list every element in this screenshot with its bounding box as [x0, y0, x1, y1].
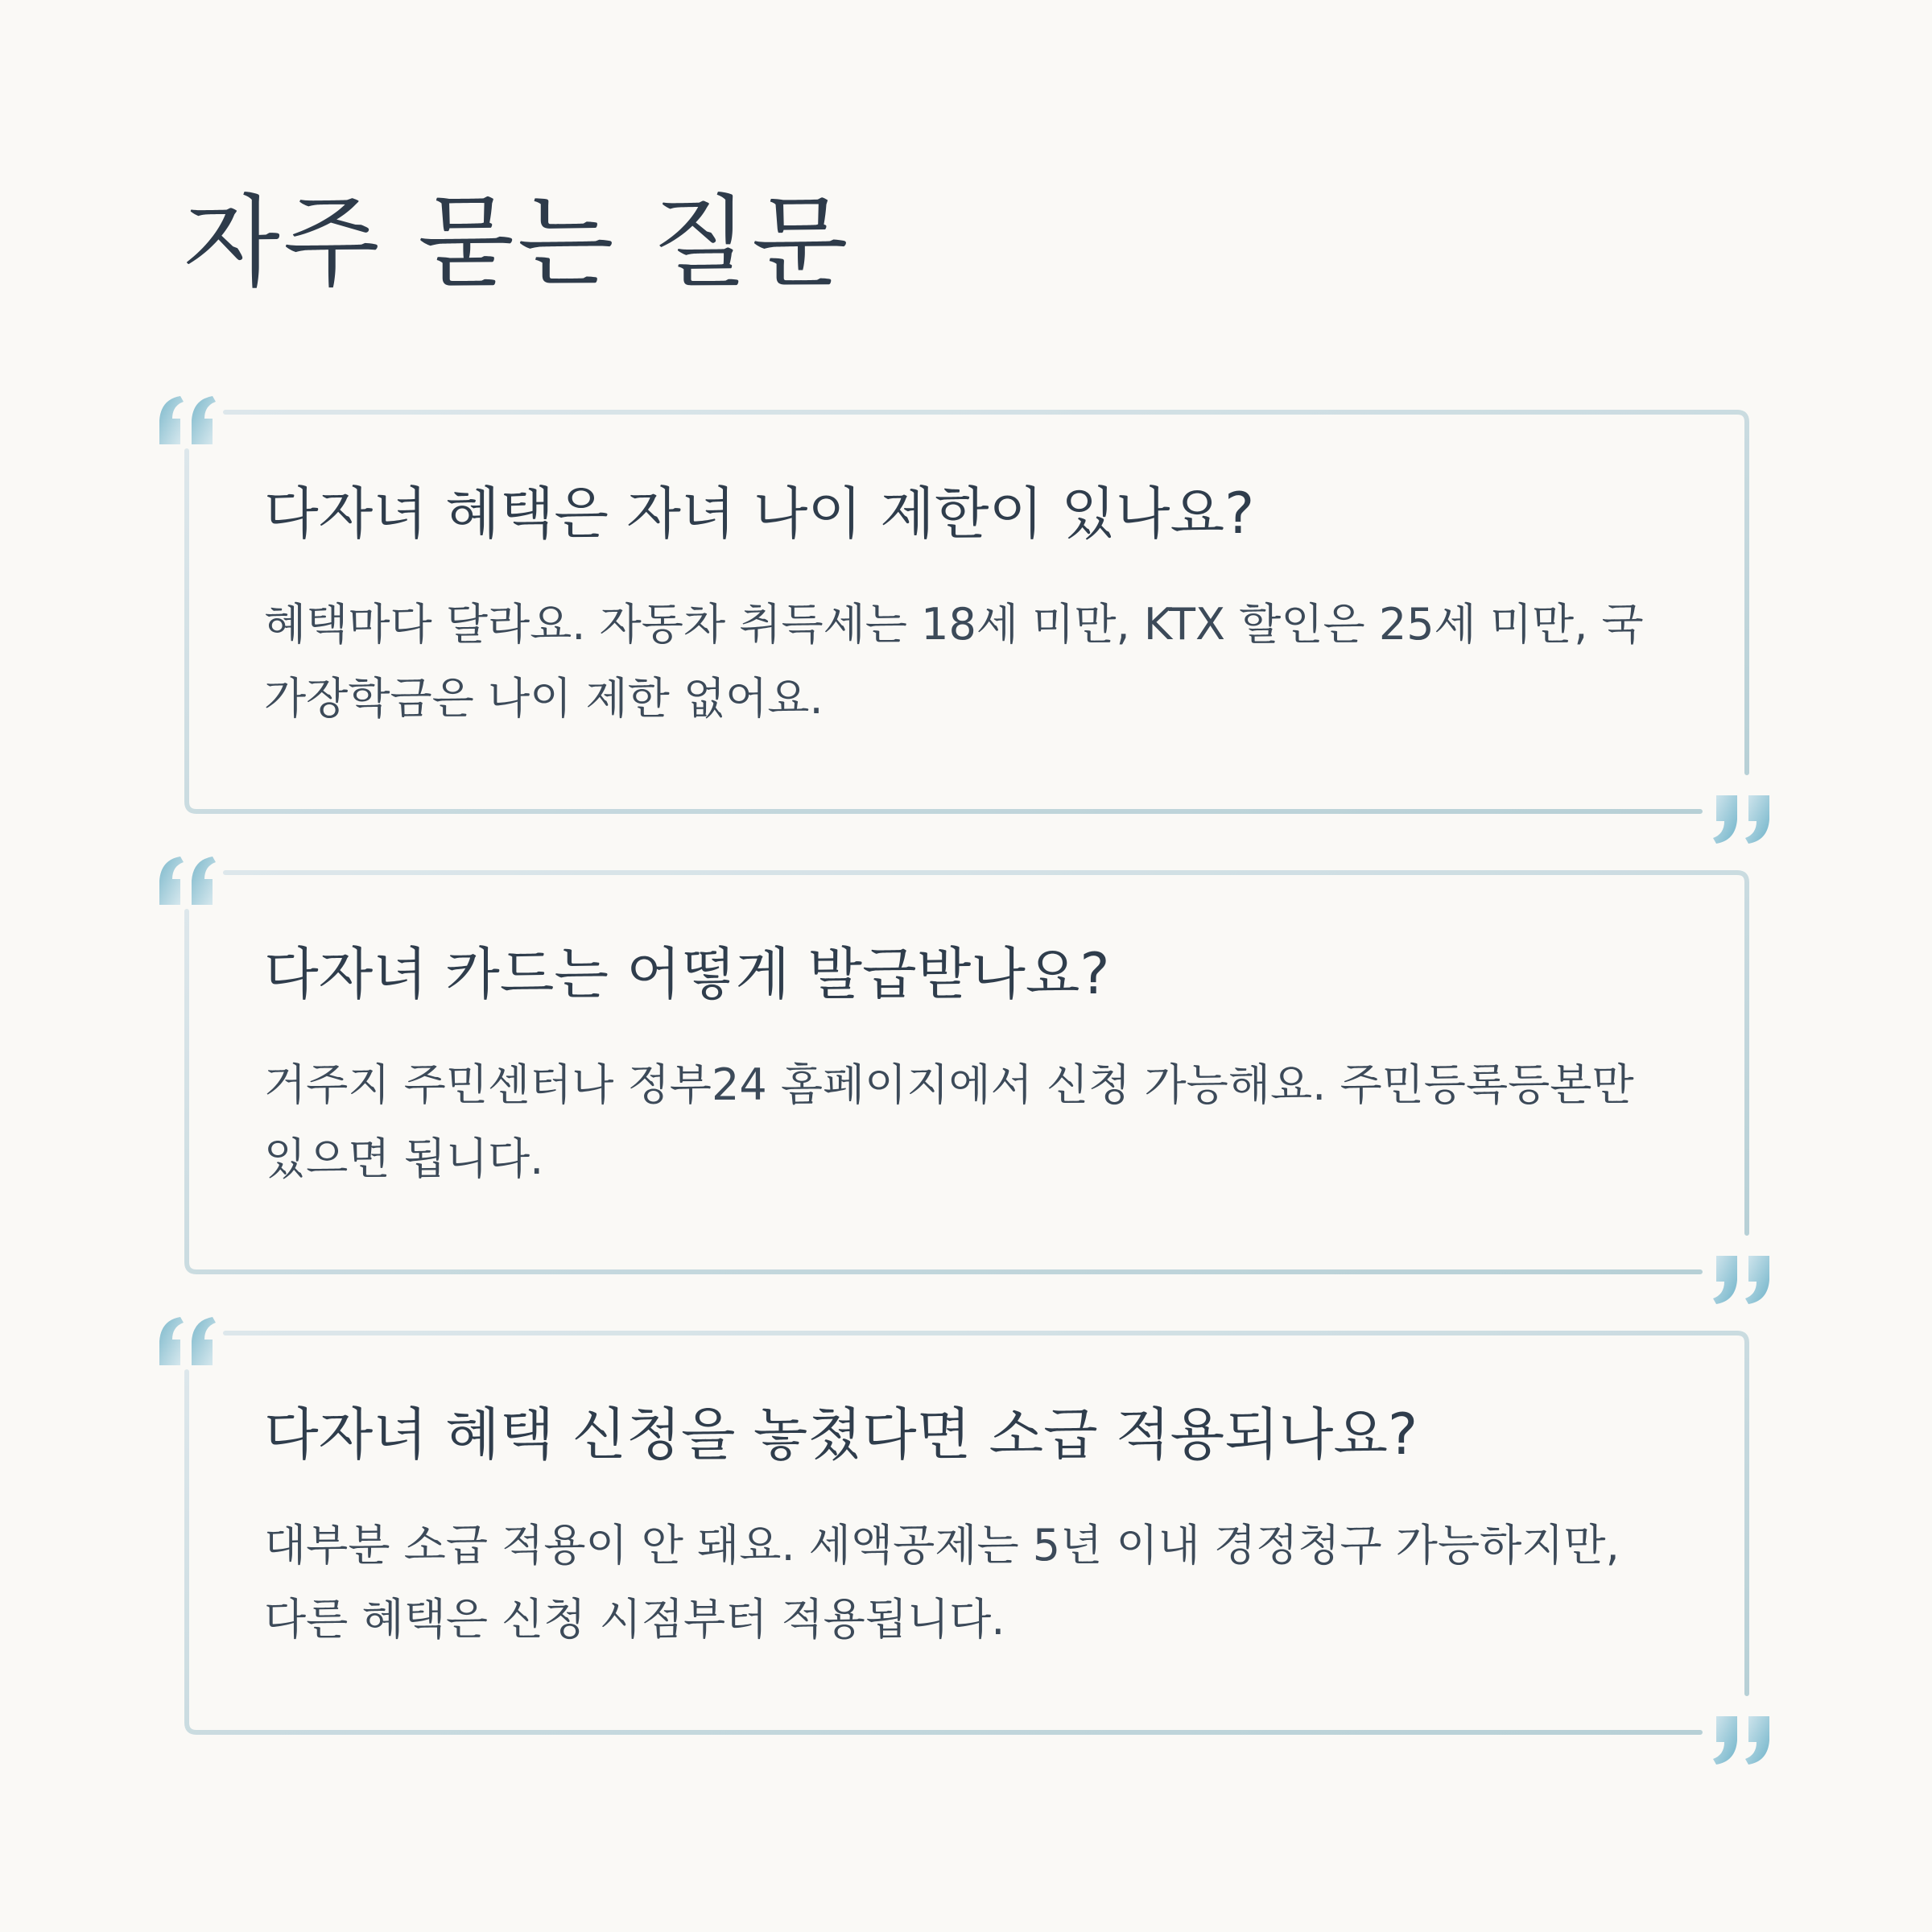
- faq-question: 다자녀 카드는 어떻게 발급받나요?: [264, 941, 1110, 1007]
- faq-card-2: [184, 863, 1747, 1272]
- faq-card-3: [184, 1323, 1747, 1732]
- open-quote-icon: [159, 1317, 216, 1365]
- open-quote-icon: [159, 396, 216, 444]
- faq-answer: 거주지 주민센터나 정부24 홈페이지에서 신청 가능해요. 주민등록등본만 있으면 됩니다.: [264, 1059, 1634, 1184]
- page-title: 자주 묻는 질문: [184, 185, 852, 301]
- faq-card-1: [184, 402, 1747, 811]
- close-quote-icon: [1713, 1716, 1769, 1765]
- close-quote-icon: [1713, 1256, 1769, 1304]
- open-quote-icon: [159, 857, 216, 905]
- faq-question: 다자녀 혜택 신청을 놓쳤다면 소급 적용되나요?: [264, 1402, 1418, 1468]
- faq-answer: 대부분 소급 적용이 안 돼요. 세액공제는 5년 이내 경정청구 가능하지만, 다른 혜택은 신청 시점부터 적용됩니다.: [264, 1520, 1620, 1645]
- faq-answer: 혜택마다 달라요. 자동차 취득세는 18세 미만, KTX 할인은 25세 미만, 국가장학금은 나이 제한 없어요.: [264, 599, 1644, 724]
- faq-question: 다자녀 혜택은 자녀 나이 제한이 있나요?: [264, 481, 1255, 547]
- close-quote-icon: [1713, 795, 1769, 844]
